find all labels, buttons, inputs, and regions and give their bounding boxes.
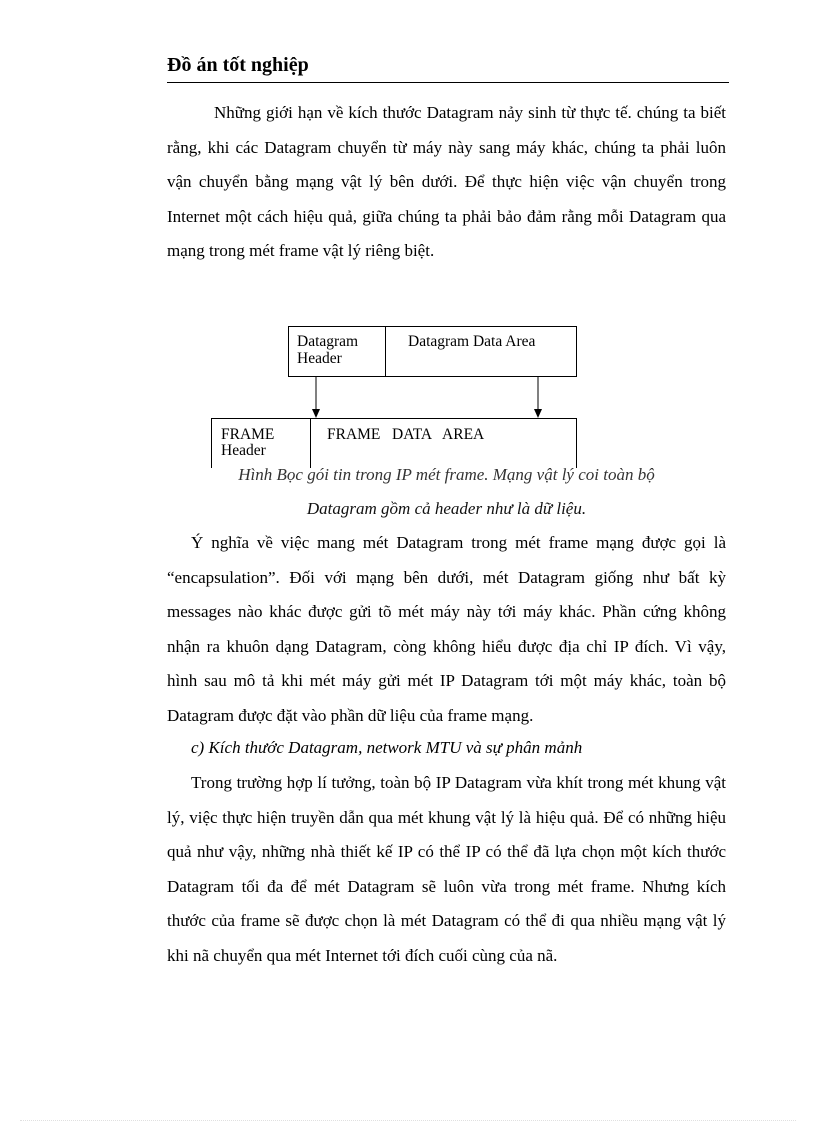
datagram-header-label-1: Datagram bbox=[297, 333, 359, 350]
datagram-header-box bbox=[288, 326, 386, 377]
body-paragraph-3: Trong trường hợp lí tưởng, toàn bộ IP Datagram vừa khít trong mét khung vật lý, việc thực hiện truyền dẫn qua mét khung vật lý là hiệu quả. Để có những hiệu quả như vậy, những nhà thiết kế IP có thể IP có thể đã lựa chọn một kích thước Datagram tối đa để mét Datagram sẽ luôn vừa trong mét frame. Nhưng kích thước của frame sẽ được chọn là mét Datagram có thể đi qua nhiều mạng vật lý khi nã chuyển qua mét Internet tới đích cuối cùng của nã. bbox=[167, 773, 726, 965]
datagram-data-area-box bbox=[385, 326, 577, 377]
header-divider bbox=[167, 82, 729, 83]
frame-header-label-2: Header bbox=[221, 442, 266, 459]
frame-header-label-1: FRAME bbox=[221, 426, 275, 443]
datagram-data-area-label: Datagram Data Area bbox=[408, 333, 536, 350]
figure-caption-line-2: Datagram gồm cả header như là dữ liệu. bbox=[306, 499, 587, 518]
arrow-header-head bbox=[312, 409, 320, 418]
arrow-data-head bbox=[534, 409, 542, 418]
frame-data-area-label: FRAME DATA AREA bbox=[327, 426, 485, 443]
section-subheading: c) Kích thước Datagram, network MTU và sự phân mảnh bbox=[191, 738, 583, 757]
datagram-header-label-2: Header bbox=[297, 350, 342, 367]
page-bottom-border bbox=[20, 1120, 796, 1121]
body-paragraph-2: Ý nghĩa về việc mang mét Datagram trong mét frame mạng được gọi là “encapsulation”. Đối với mạng bên dưới, mét Datagram giống như bất kỳ messages nào khác được gửi tõ mét máy này tới máy khác. Phần cứng không nhận ra khuôn dạng Datagram, còng không hiểu được địa chỉ IP đích. Vì vậy, hình sau mô tả khi mét máy gửi mét IP Datagram tới một máy khác, toàn bộ Datagram được đặt vào phần dữ liệu của frame mạng. bbox=[167, 533, 726, 725]
page-title: Đồ án tốt nghiệp bbox=[167, 54, 309, 76]
figure-caption-line-1: Hình Bọc gói tin trong IP mét frame. Mạng vật lý coi toàn bộ bbox=[238, 465, 655, 484]
body-paragraph-1: Những giới hạn về kích thước Datagram nảy sinh từ thực tế. chúng ta biết rằng, khi các Datagram chuyển từ máy này sang máy khác, chúng ta phải luôn vận chuyển bằng mạng vật lý bên dưới. Để thực hiện việc vận chuyển trong Internet một cách hiệu quả, giữa chúng ta phải bảo đảm rằng mỗi Datagram qua mạng trong mét frame vật lý riêng biệt. bbox=[167, 103, 726, 260]
